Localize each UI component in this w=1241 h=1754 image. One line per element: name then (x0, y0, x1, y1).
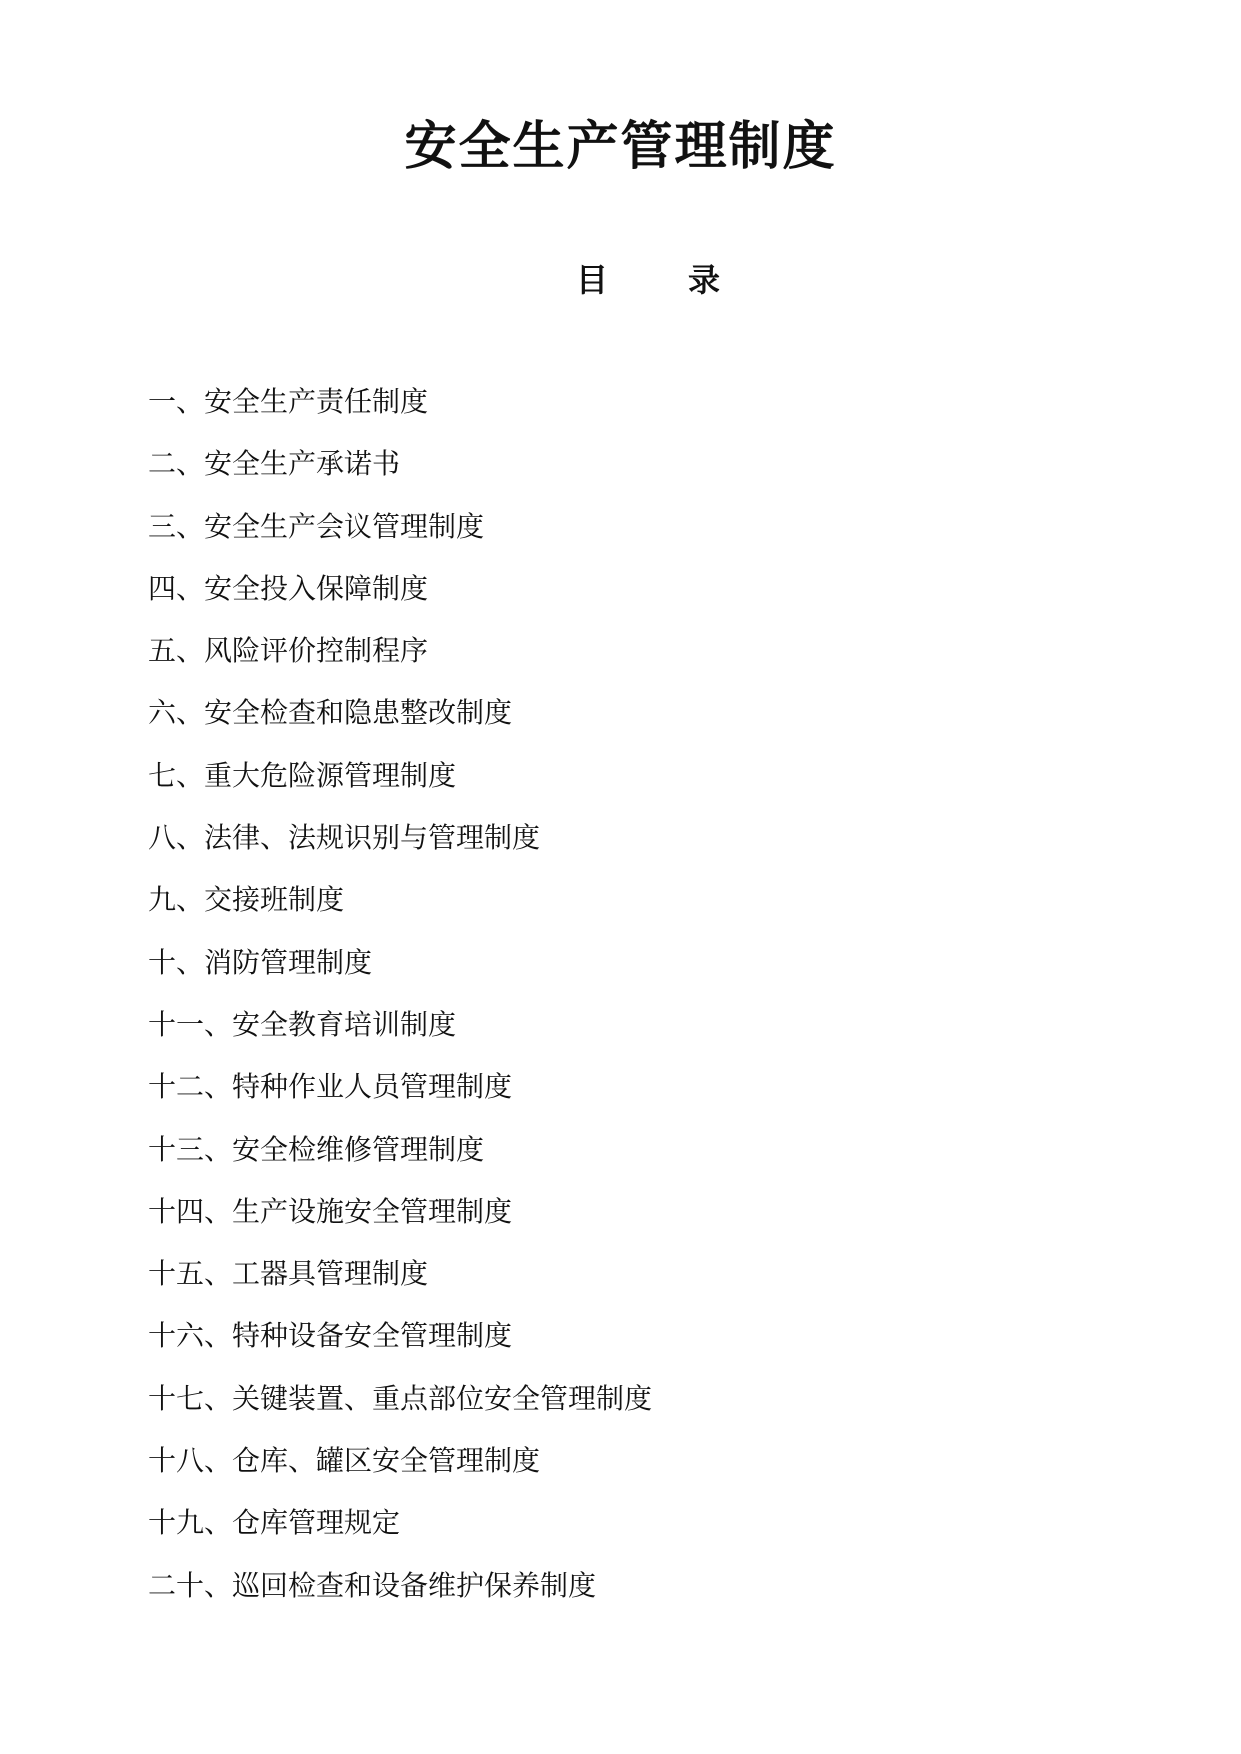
toc-item-4: 四、安全投入保障制度 (148, 571, 429, 605)
page-title: 安全生产管理制度 (404, 117, 837, 177)
toc-item-18: 十八、仓库、罐区安全管理制度 (148, 1444, 541, 1478)
toc-item-16: 十六、特种设备安全管理制度 (148, 1319, 513, 1353)
toc-item-7: 七、重大危险源管理制度 (148, 758, 457, 792)
toc-item-1: 一、安全生产责任制度 (148, 385, 429, 418)
toc-item-2: 二、安全生产承诺书 (148, 447, 401, 481)
toc-item-20: 二十、巡回检查和设备维护保养制度 (148, 1568, 597, 1602)
toc-item-17: 十七、关键装置、重点部位安全管理制度 (148, 1381, 653, 1415)
toc-item-14: 十四、生产设施安全管理制度 (148, 1194, 513, 1228)
toc-item-9: 九、交接班制度 (148, 883, 345, 917)
toc-item-10: 十、消防管理制度 (148, 945, 373, 979)
toc-item-11: 十一、安全教育培训制度 (148, 1007, 457, 1041)
toc-item-5: 五、风险评价控制程序 (148, 634, 429, 668)
toc-item-8: 八、法律、法规识别与管理制度 (148, 821, 541, 855)
toc-item-3: 三、安全生产会议管理制度 (148, 509, 485, 543)
table-of-contents (148, 382, 1148, 1628)
toc-item-6: 六、安全检查和隐患整改制度 (148, 696, 513, 730)
toc-item-12: 十二、特种作业人员管理制度 (148, 1070, 513, 1104)
toc-heading (568, 258, 728, 302)
toc-item-19: 十九、仓库管理规定 (148, 1506, 401, 1540)
toc-item-15: 十五、工器具管理制度 (148, 1257, 429, 1291)
toc-heading-char-1: 目 (576, 261, 609, 299)
toc-item-13: 十三、安全检维修管理制度 (148, 1132, 485, 1166)
toc-heading-char-2: 录 (688, 261, 721, 299)
